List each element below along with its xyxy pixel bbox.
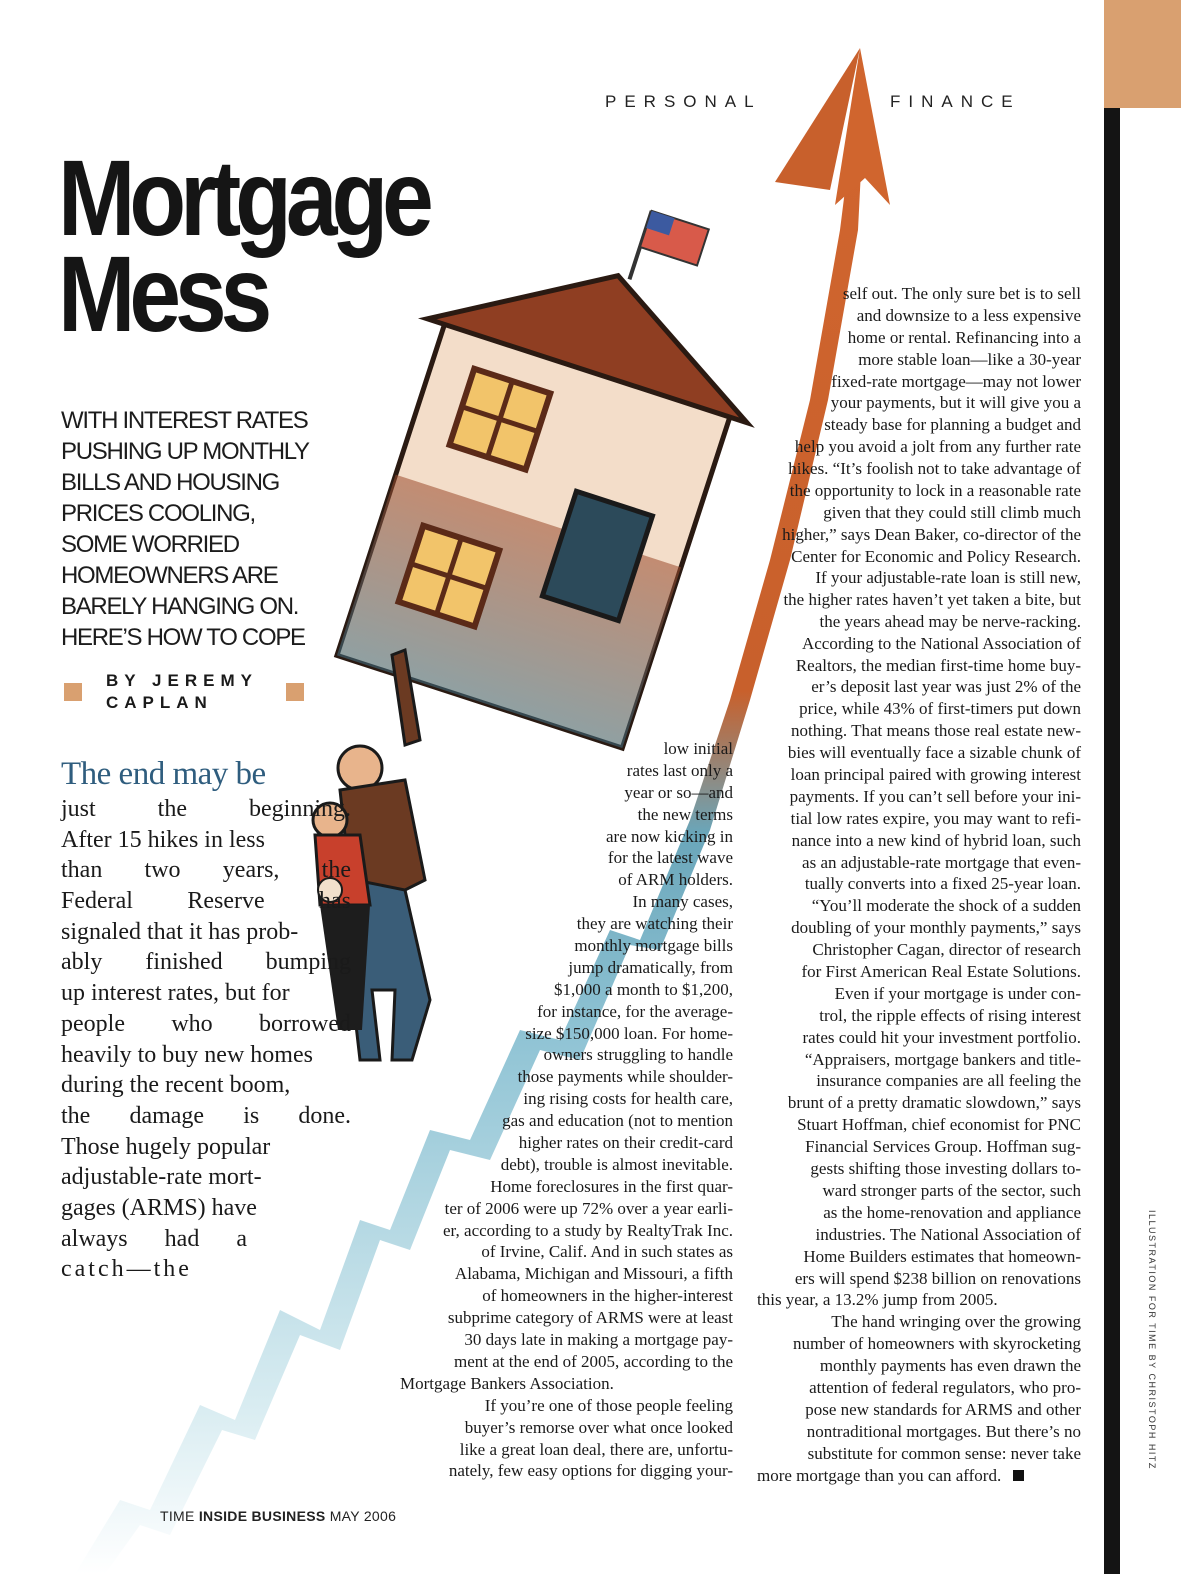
body-line: as an adjustable-rate mortgage that even-	[802, 852, 1081, 872]
body-line: The hand wringing over the growing	[831, 1312, 1081, 1332]
headline	[58, 137, 488, 354]
intro-paragraph	[61, 794, 351, 1285]
headline-line: Mess	[58, 233, 267, 354]
intro-line: always had a	[61, 1225, 247, 1252]
intro-line: After 15 hikes in less	[61, 826, 265, 853]
body-line: ers will spend $238 billion on renovations	[794, 1268, 1081, 1288]
byline-author	[106, 670, 296, 714]
body-line: gas and education (not to mention	[502, 1111, 733, 1131]
intro-line: the damage is done.	[61, 1102, 351, 1129]
body-line: er’s deposit last year was just 2% of the	[811, 677, 1081, 697]
intro-line: up interest rates, but for	[61, 980, 290, 1007]
illustration-credit: ILLUSTRATION FOR TIME BY CHRISTOPH HITZ	[1147, 1210, 1157, 1470]
body-line: gests shifting those investing dollars to-	[810, 1159, 1081, 1179]
body-line: for First American Real Estate Solutions.	[801, 962, 1081, 982]
body-line: nothing. That means those real estate new-	[790, 721, 1081, 741]
intro-line: just the beginning.	[61, 796, 351, 822]
body-line: 30 days late in making a mortgage pay-	[464, 1330, 733, 1350]
body-line: Christopher Cagan, director of research	[812, 940, 1081, 960]
intro-line: Federal Reserve has	[61, 888, 351, 915]
body-line: number of homeowners with skyrocketing	[793, 1334, 1081, 1354]
body-line: substitute for common sense: never take	[807, 1443, 1081, 1463]
byline-line: BY JEREMY	[106, 671, 258, 690]
body-line: of ARM holders.	[618, 870, 733, 890]
deck-line: HERE’S HOW TO COPE	[61, 624, 305, 651]
body-line: your payments, but it will give you a	[830, 393, 1081, 413]
body-line: of Irvine, Calif. And in such states as	[481, 1242, 733, 1262]
intro-line: than two years, the	[61, 857, 351, 884]
body-line: monthly mortgage bills	[574, 936, 733, 956]
deck-line: BILLS AND HOUSING	[61, 469, 279, 496]
page-footer	[160, 1508, 396, 1524]
intro-line: gages (ARMS) have	[61, 1194, 257, 1221]
footer-section: INSIDE BUSINESS	[198, 1508, 326, 1524]
body-line: payments. If you can’t sell before your ini-	[789, 786, 1081, 806]
deck-line: HOMEOWNERS ARE	[61, 562, 278, 589]
body-line-last	[757, 1465, 1081, 1487]
body-line: nance into a new kind of hybrid loan, such	[791, 830, 1081, 850]
footer-date: MAY 2006	[329, 1508, 397, 1524]
body-line: doubling of your monthly payments,” says	[791, 918, 1081, 938]
body-line: Center for Economic and Policy Research.	[791, 546, 1081, 566]
body-line: “You’ll moderate the shock of a sudden	[811, 896, 1081, 916]
body-line: According to the National Association of	[801, 633, 1081, 653]
body-line: debt), trouble is almost inevitable.	[500, 1154, 733, 1174]
body-line: the opportunity to lock in a reasonable rate	[789, 481, 1081, 501]
body-line: price, while 43% of first-timers put down	[799, 699, 1081, 719]
byline-line: CAPLAN	[106, 693, 213, 712]
body-line: insurance companies are all feeling the	[816, 1071, 1081, 1091]
body-line: $1,000 a month to $1,200,	[554, 979, 733, 999]
body-line: steady base for planning a budget and	[824, 415, 1081, 435]
body-line: ter of 2006 were up 72% over a year earli-	[444, 1198, 733, 1218]
intro-line: heavily to buy new homes	[61, 1041, 313, 1068]
body-line: for instance, for the average-	[537, 1001, 733, 1021]
body-line: Home foreclosures in the first quar-	[490, 1176, 733, 1196]
right-column-top	[748, 283, 1081, 568]
body-line: owners struggling to handle	[543, 1045, 733, 1065]
intro-line: ably finished bumping	[61, 949, 351, 976]
deck-line: PUSHING UP MONTHLY	[61, 438, 309, 465]
end-mark-icon	[1013, 1470, 1024, 1481]
intro-line: signaled that it has prob-	[61, 918, 299, 945]
body-line: If your adjustable-rate loan is still new,	[815, 568, 1081, 587]
footer-brand: TIME	[160, 1508, 195, 1524]
body-line: this year, a 13.2% jump from 2005.	[757, 1290, 998, 1310]
deck-line: BARELY HANGING ON.	[61, 593, 299, 620]
byline-square-right	[286, 683, 304, 701]
intro-line: during the recent boom,	[61, 1072, 291, 1099]
body-line: In many cases,	[632, 892, 733, 912]
intro-line: adjustable-rate mort-	[61, 1164, 262, 1191]
body-line: industries. The National Association of	[815, 1224, 1081, 1244]
body-line: home or rental. Refinancing into a	[847, 327, 1081, 347]
body-line: buyer’s remorse over what once looked	[464, 1417, 733, 1437]
body-line: they are watching their	[576, 914, 733, 934]
deck-line: SOME WORRIED	[61, 531, 239, 558]
body-line: are now kicking in	[606, 826, 733, 846]
lead-in: The end may be	[61, 756, 266, 792]
body-line: rates last only a	[626, 760, 733, 780]
body-line: the years ahead may be nerve-racking.	[819, 611, 1081, 631]
body-line: help you avoid a jolt from any further rate	[794, 437, 1081, 457]
body-line: If you’re one of those people feeling	[484, 1395, 733, 1415]
body-line: subprime category of ARMS were at least	[447, 1308, 733, 1328]
body-line: bies will eventually face a sizable chunk of	[787, 743, 1081, 763]
body-line: pose new standards for ARMS and other	[805, 1399, 1081, 1419]
body-line: size $150,000 loan. For home-	[525, 1023, 733, 1043]
body-line: tial low rates expire, you may want to refi-	[790, 808, 1081, 828]
intro-line: Those hugely popular	[61, 1133, 271, 1160]
body-line: hikes. “It’s foolish not to take advantage of	[788, 459, 1081, 479]
body-line: ment at the end of 2005, according to the	[454, 1351, 733, 1371]
body-line: brunt of a pretty dramatic slowdown,” says	[787, 1093, 1081, 1113]
body-line: fixed-rate mortgage—may not lower	[831, 371, 1081, 391]
body-line: Home Builders estimates that homeown-	[803, 1246, 1081, 1266]
byline-square-left	[64, 683, 82, 701]
body-line: “Appraisers, mortgage bankers and title-	[804, 1049, 1081, 1069]
deck-line: PRICES COOLING,	[61, 500, 255, 527]
body-line: year or so—and	[624, 782, 733, 802]
body-line: er, according to a study by RealtyTrak Inc.	[443, 1220, 733, 1240]
body-line: monthly payments has even drawn the	[819, 1356, 1081, 1376]
body-line: jump dramatically, from	[568, 957, 733, 977]
body-line: more stable loan—like a 30-year	[858, 349, 1081, 369]
body-line: tually converts into a fixed 25-year loan.	[804, 874, 1081, 894]
deck-line: WITH INTEREST RATES	[61, 407, 308, 434]
body-line: Financial Services Group. Hoffman sug-	[805, 1137, 1081, 1157]
body-line: those payments while shoulder-	[517, 1067, 733, 1087]
body-line: the higher rates haven’t yet taken a bite, but	[783, 589, 1081, 609]
body-line: given that they could still climb much	[823, 502, 1081, 522]
body-line: Mortgage Bankers Association.	[400, 1373, 614, 1393]
body-line: rates could hit your investment portfolio.	[802, 1027, 1081, 1047]
body-line: ing rising costs for health care,	[523, 1089, 733, 1109]
body-line: Even if your mortgage is under con-	[834, 983, 1081, 1003]
body-line: trol, the ripple effects of rising interest	[819, 1005, 1081, 1025]
body-line: Realtors, the median first-time home buy-	[795, 655, 1081, 675]
intro-line: people who borrowed	[61, 1010, 351, 1037]
intro-line: catch—the	[61, 1256, 192, 1283]
byline	[64, 670, 304, 714]
body-line: loan principal paired with growing interest	[790, 765, 1081, 785]
body-line: as the home-renovation and appliance	[823, 1202, 1081, 1222]
right-column	[757, 567, 1081, 1486]
body-line: higher,” says Dean Baker, co-director of the	[782, 524, 1081, 544]
body-line: low initial	[663, 739, 733, 758]
body-line: ward stronger parts of the sector, such	[822, 1180, 1081, 1200]
section-label-personal: PERSONAL	[605, 92, 762, 111]
body-line: Stuart Hoffman, chief economist for PNC	[797, 1115, 1081, 1135]
headline-line: Mortgage	[58, 137, 428, 258]
body-line: nontraditional mortgages. But there’s no	[806, 1421, 1081, 1441]
middle-column	[400, 738, 733, 1482]
body-line: self out. The only sure bet is to sell	[842, 284, 1081, 303]
body-line: and downsize to a less expensive	[856, 305, 1081, 325]
section-label-finance: FINANCE	[890, 92, 1021, 111]
body-line: of homeowners in the higher-interest	[482, 1286, 733, 1306]
body-line: higher rates on their credit-card	[518, 1133, 733, 1153]
last-line-text: more mortgage than you can afford.	[757, 1465, 1002, 1485]
body-line: the new terms	[637, 804, 733, 824]
deck-subhead	[61, 405, 351, 653]
body-line: like a great loan deal, there are, unfortu-	[459, 1439, 733, 1459]
body-line: nately, few easy options for digging your-	[448, 1461, 733, 1481]
body-line: Alabama, Michigan and Missouri, a fifth	[454, 1264, 733, 1284]
body-line: attention of federal regulators, who pro-	[809, 1377, 1081, 1397]
body-line: for the latest wave	[607, 848, 733, 868]
